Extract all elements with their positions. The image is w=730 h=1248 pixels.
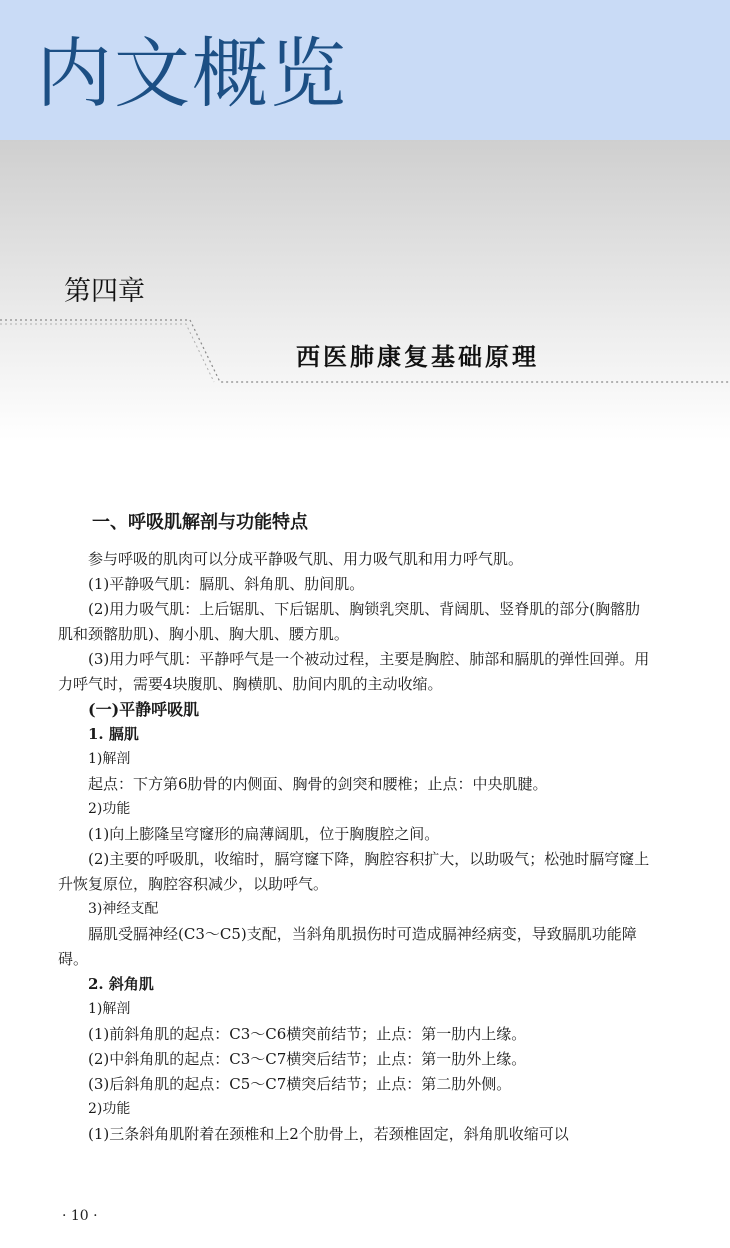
paragraph: 参与呼吸的肌肉可以分成平静吸气肌、用力吸气肌和用力呼气肌。 xyxy=(88,550,524,568)
page-number: · 10 · xyxy=(62,1208,98,1224)
paragraph: (2)用力吸气肌：上后锯肌、下后锯肌、胸锁乳突肌、背阔肌、竖脊肌的部分(胸髂肋肌和颈髂肋肌)、胸小肌、胸大肌、腰方肌。 xyxy=(58,600,641,643)
top-banner xyxy=(0,0,730,140)
banner-title: 内文概览 xyxy=(36,29,348,118)
subsection-heading: (一)平静呼吸肌 xyxy=(88,700,200,719)
paragraph: 膈肌受膈神经(C3～C5)支配，当斜角肌损伤时可造成膈神经病变，导致膈肌功能障碍。 xyxy=(58,925,637,968)
chapter-number: 第四章 xyxy=(64,276,145,307)
item-heading: 3)神经支配 xyxy=(88,901,159,917)
paragraph: (1)三条斜角肌附着在颈椎和上2个肋骨上，若颈椎固定，斜角肌收缩可以 xyxy=(88,1125,569,1143)
item-heading: 2)功能 xyxy=(88,801,131,817)
paragraph: (1)平静吸气肌：膈肌、斜角肌、肋间肌。 xyxy=(88,575,365,593)
paragraph: (3)用力呼气肌：平静呼气是一个被动过程，主要是胸腔、肺部和膈肌的弹性回弹。用力呼气时，需要4块腹肌、胸横肌、肋间内肌的主动收缩。 xyxy=(58,650,650,693)
paragraph: (3)后斜角肌的起点：C5～C7横突后结节；止点：第二肋外侧。 xyxy=(88,1075,512,1093)
muscle-heading: 2. 斜角肌 xyxy=(88,975,154,993)
item-heading: 2)功能 xyxy=(88,1101,131,1117)
chapter-title: 西医肺康复基础原理 xyxy=(296,342,539,371)
section-heading: 一、呼吸肌解剖与功能特点 xyxy=(92,512,308,533)
muscle-heading: 1. 膈肌 xyxy=(88,725,139,743)
paragraph: (2)中斜角肌的起点：C3～C7横突后结节；止点：第一肋外上缘。 xyxy=(88,1050,527,1068)
paragraph: (1)向上膨隆呈穹窿形的扁薄阔肌，位于胸腹腔之间。 xyxy=(88,825,440,843)
paragraph: (2)主要的呼吸肌，收缩时，膈穹窿下降，胸腔容积扩大，以助吸气；松弛时膈穹窿上升恢复原位，胸腔容积减少，以助呼气。 xyxy=(58,850,650,893)
item-heading: 1)解剖 xyxy=(88,1001,131,1017)
paragraph: 起点：下方第6肋骨的内侧面、胸骨的剑突和腰椎；止点：中央肌腱。 xyxy=(88,775,548,793)
body-text xyxy=(58,510,654,1147)
item-heading: 1)解剖 xyxy=(88,751,131,767)
paragraph: (1)前斜角肌的起点：C3～C6横突前结节；止点：第一肋内上缘。 xyxy=(88,1025,527,1043)
